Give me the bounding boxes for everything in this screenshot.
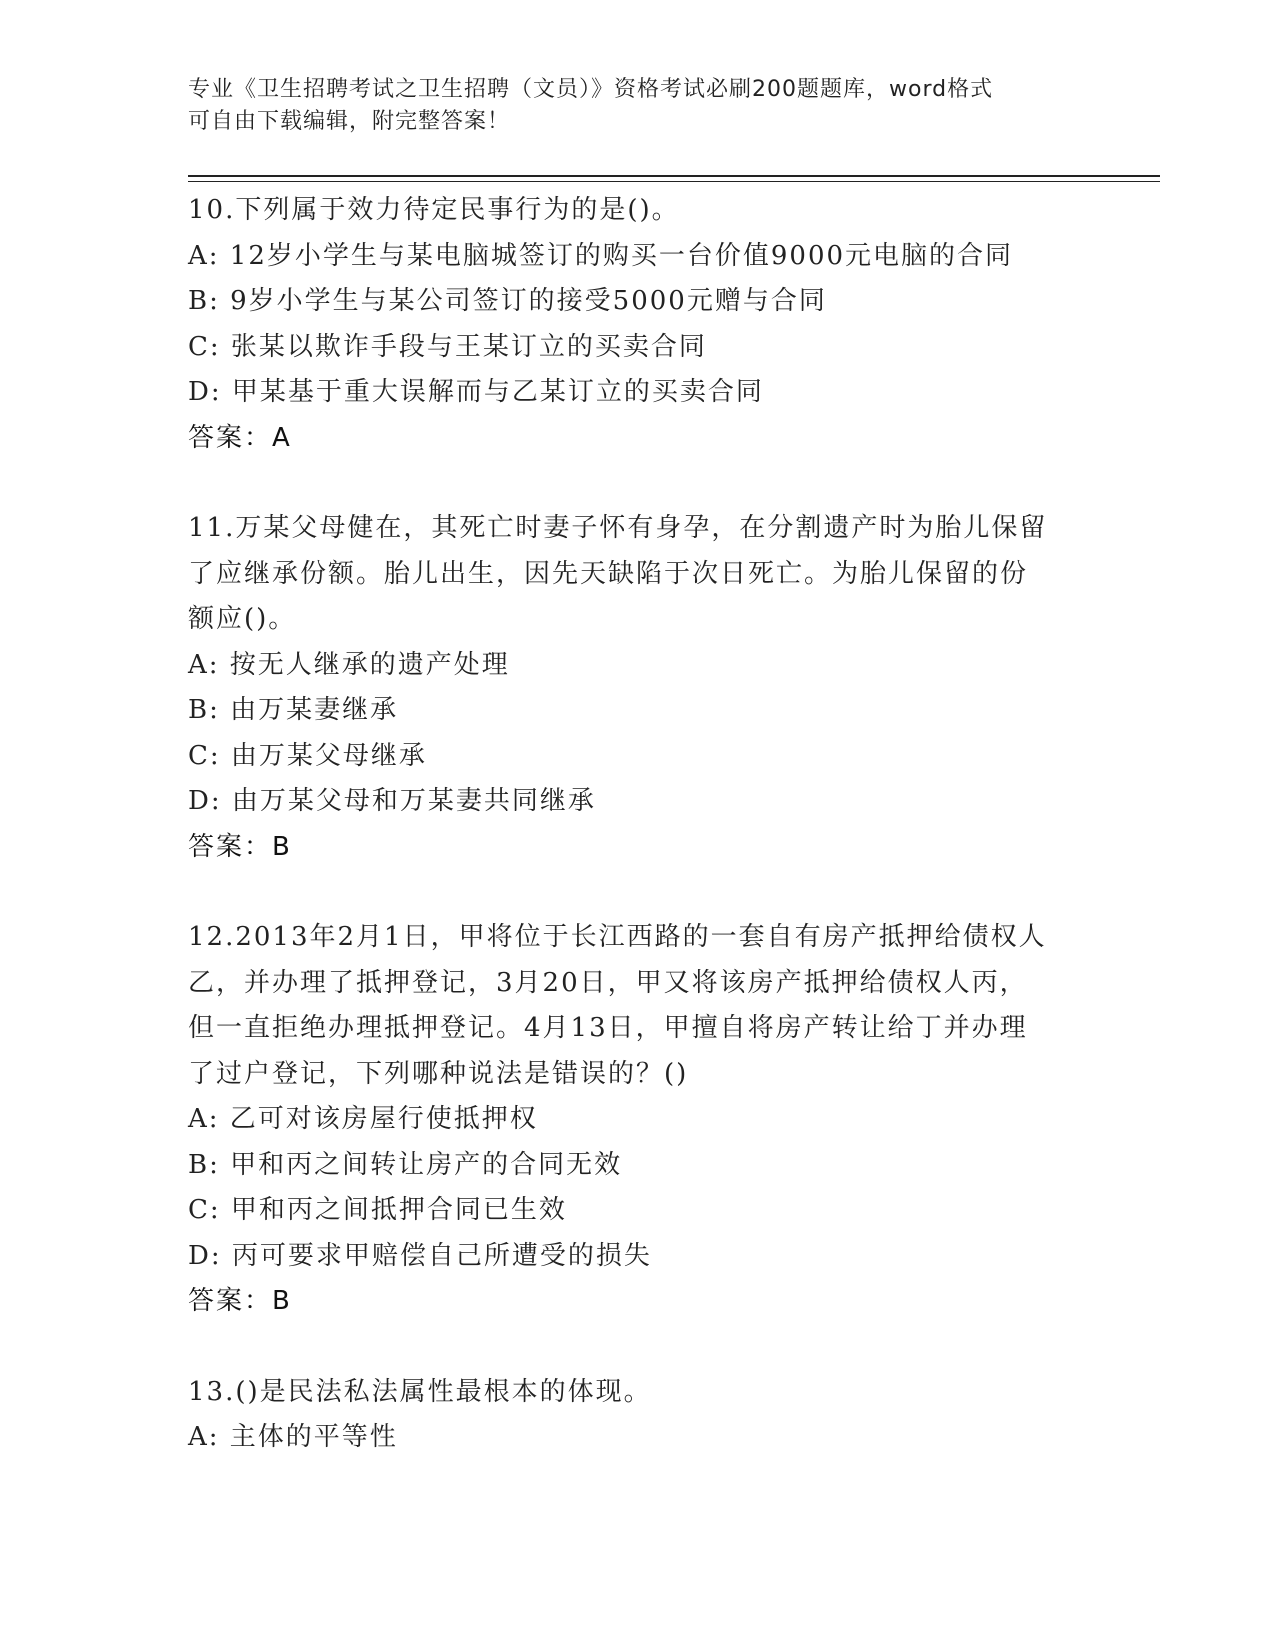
question-stem <box>188 915 1088 1097</box>
stem-line: 乙，并办理了抵押登记，3月20日，甲又将该房产抵押给债权人丙， <box>188 967 1028 998</box>
stem-line: 11.万某父母健在，其死亡时妻子怀有身孕，在分割遗产时为胎儿保留 <box>188 513 1048 543</box>
option-a: A: 主体的平等性 <box>188 1422 398 1452</box>
question-spacer <box>188 461 1088 506</box>
answer-label: 答案：A <box>188 422 292 453</box>
option-d: D: 由万某父母和万某妻共同继承 <box>188 786 596 816</box>
document-header <box>188 74 1088 138</box>
option-c: C: 由万某父母继承 <box>188 740 427 771</box>
option-b: B: 甲和丙之间转让房产的合同无效 <box>188 1149 623 1180</box>
stem-line: 了过户登记，下列哪种说法是错误的？() <box>188 1058 689 1089</box>
option-d: D: 丙可要求甲赔偿自己所遭受的损失 <box>188 1240 652 1271</box>
question-10 <box>188 188 1088 461</box>
option-b: B: 由万某妻继承 <box>188 695 399 725</box>
question-stem <box>188 1370 1088 1416</box>
header-divider-thick <box>188 175 1160 177</box>
question-stem <box>188 506 1088 643</box>
option-c: C: 甲和丙之间抵押合同已生效 <box>188 1195 567 1225</box>
stem-line: 但一直拒绝办理抵押登记。4月13日，甲擅自将房产转让给丁并办理 <box>188 1013 1028 1043</box>
question-stem <box>188 188 1088 234</box>
stem-line: 额应()。 <box>188 604 297 634</box>
option-a: A: 12岁小学生与某电脑城签订的购买一台价值9000元电脑的合同 <box>188 240 1014 271</box>
header-line-1: 专业《卫生招聘考试之卫生招聘（文员）》资格考试必刷200题题库，word格式 <box>188 77 994 102</box>
option-b: B: 9岁小学生与某公司签订的接受5000元赠与合同 <box>188 286 827 316</box>
header-line-2: 可自由下载编辑，附完整答案！ <box>188 109 511 134</box>
question-list <box>188 188 1088 1461</box>
stem-line: 13.()是民法私法属性最根本的体现。 <box>188 1376 652 1407</box>
stem-line: 10.下列属于效力待定民事行为的是()。 <box>188 195 680 225</box>
question-spacer <box>188 870 1088 915</box>
stem-line: 了应继承份额。胎儿出生，因先天缺陷于次日死亡。为胎儿保留的份 <box>188 558 1029 589</box>
option-d: D: 甲某基于重大误解而与乙某订立的买卖合同 <box>188 377 764 407</box>
stem-line: 12.2013年2月1日，甲将位于长江西路的一套自有房产抵押给债权人 <box>188 922 1047 952</box>
option-a: A: 乙可对该房屋行使抵押权 <box>188 1104 538 1134</box>
question-13 <box>188 1370 1088 1461</box>
question-12 <box>188 915 1088 1325</box>
answer-label: 答案：B <box>188 1286 292 1316</box>
option-c: C: 张某以欺诈手段与王某订立的买卖合同 <box>188 331 707 362</box>
answer-label: 答案：B <box>188 831 292 862</box>
question-11 <box>188 506 1088 870</box>
option-a: A: 按无人继承的遗产处理 <box>188 649 510 680</box>
header-divider-thin <box>188 181 1160 182</box>
question-spacer <box>188 1325 1088 1370</box>
